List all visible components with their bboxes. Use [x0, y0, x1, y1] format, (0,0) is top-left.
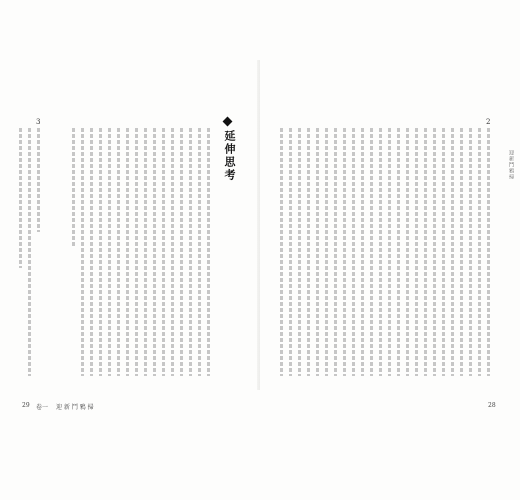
- volume-label: 卷一: [36, 404, 49, 411]
- right-page: [260, 0, 520, 500]
- chapter-header: 迎新鬥鴉掃: [508, 150, 514, 180]
- chapter-label: 迎 新 鬥 鴉 掃: [56, 404, 94, 411]
- diamond-icon: [223, 117, 233, 127]
- footnote-number: 3: [36, 118, 41, 126]
- page-number: 29: [22, 402, 30, 409]
- footnote-number: 2: [486, 118, 491, 126]
- page-number: 28: [488, 402, 496, 409]
- section-heading: 延伸思考: [223, 130, 236, 182]
